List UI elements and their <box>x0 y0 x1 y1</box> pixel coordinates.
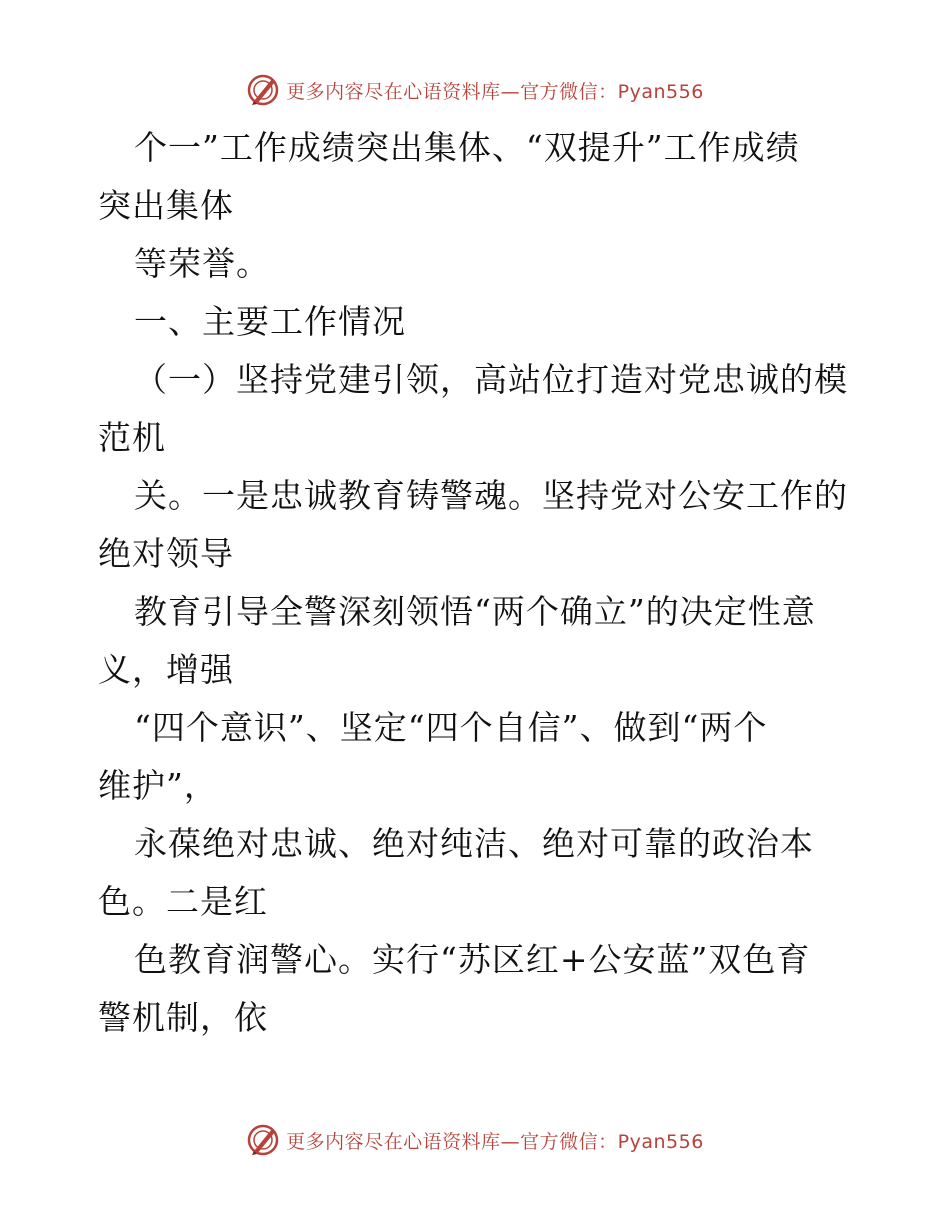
footer-banner <box>0 1120 950 1160</box>
text-line: “四个意识”、坚定“四个自信”、做到“两个 <box>134 708 768 747</box>
text-line: 永葆绝对忠诚、绝对纯洁、绝对可靠的政治本 <box>134 824 814 863</box>
text-line: 义，增强 <box>98 650 234 689</box>
text-line: 警机制，依 <box>98 998 268 1037</box>
header-banner <box>0 70 950 110</box>
text-line: 关。一是忠诚教育铸警魂。坚持党对公安工作的 <box>134 476 848 515</box>
text-line: 维护”， <box>98 766 218 805</box>
header-banner-text: 更多内容尽在心语资料库—官方微信：Pyan556 <box>286 80 704 103</box>
text-line: 等荣誉。 <box>134 244 270 283</box>
text-line: 色教育润警心。实行“苏区红+公安蓝”双色育 <box>134 940 811 979</box>
document-body <box>98 119 858 1047</box>
text-line: 突出集体 <box>98 186 234 225</box>
section-heading: 一、主要工作情况 <box>134 302 406 341</box>
text-line: 教育引导全警深刻领悟“两个确立”的决定性意 <box>134 592 816 631</box>
footer-banner-text: 更多内容尽在心语资料库—官方微信：Pyan556 <box>286 1130 704 1153</box>
text-line: 范机 <box>98 418 166 457</box>
pen-logo-icon <box>246 1123 280 1157</box>
text-line: 色。二是红 <box>98 882 268 921</box>
text-line: 个一”工作成绩突出集体、“双提升”工作成绩 <box>134 128 800 167</box>
subsection-heading: （一）坚持党建引领，高站位打造对党忠诚的模 <box>134 360 848 399</box>
pen-logo-icon <box>246 73 280 107</box>
text-line: 绝对领导 <box>98 534 234 573</box>
